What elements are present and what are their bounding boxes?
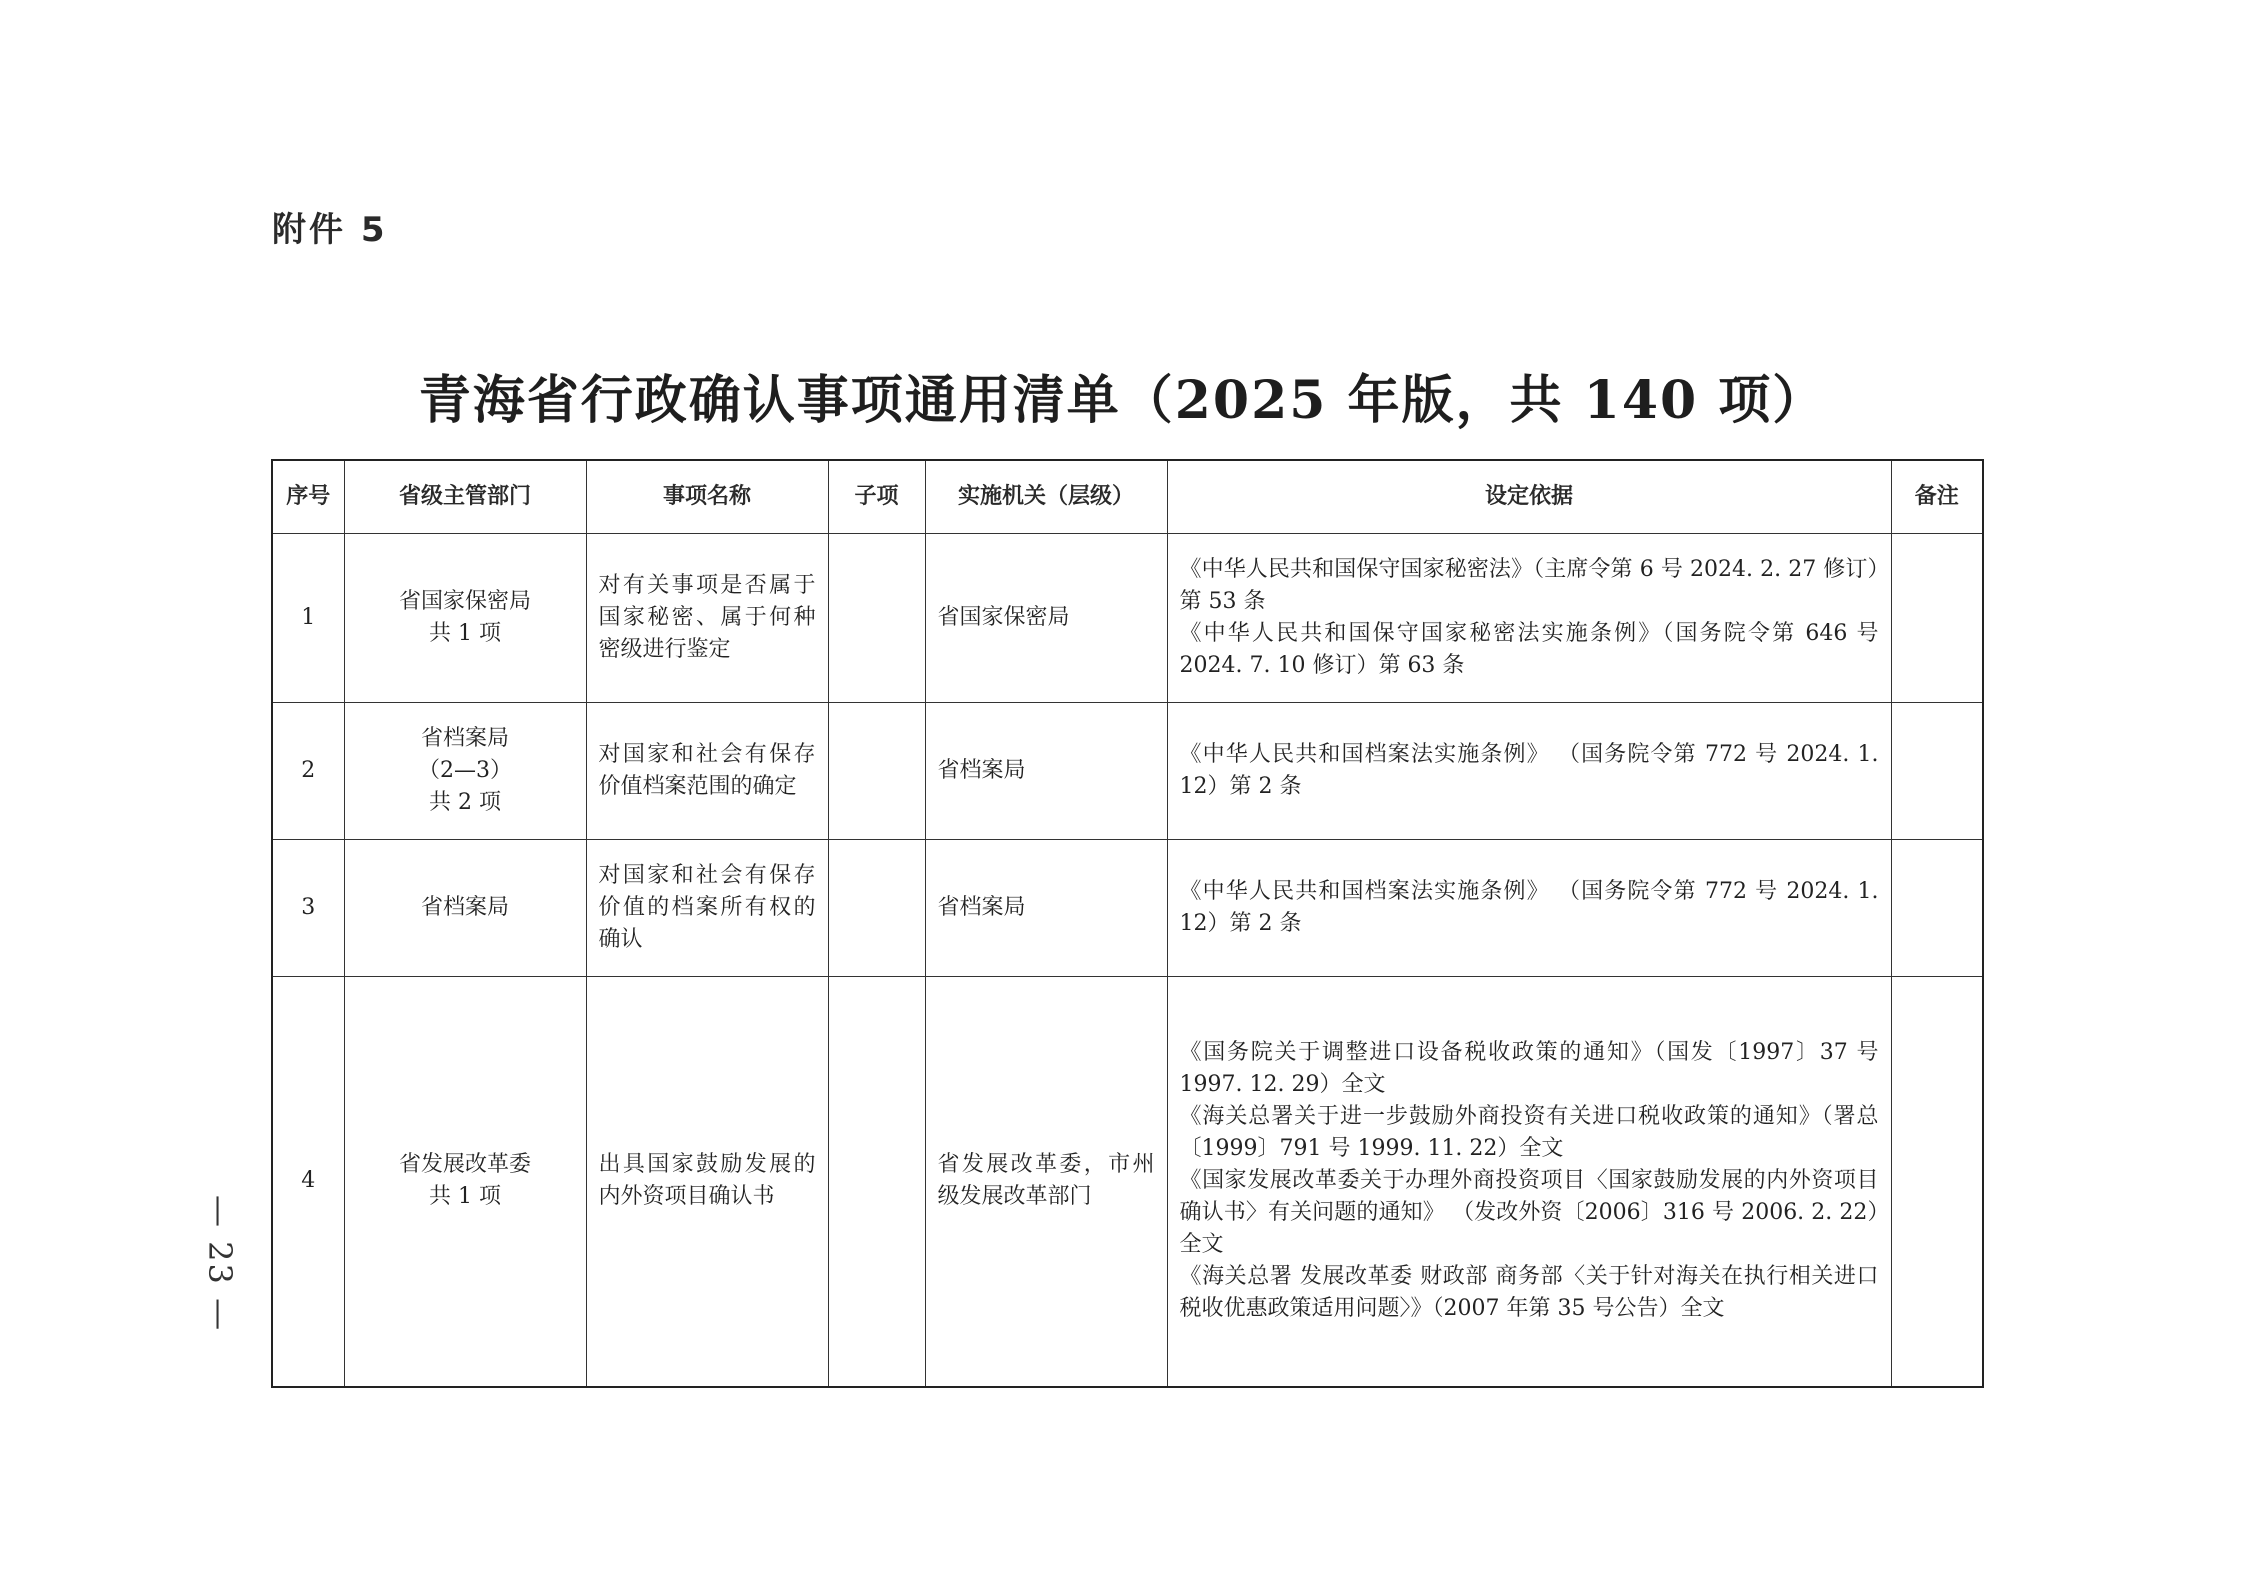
header-authority: 实施机关（层级） [925, 460, 1167, 534]
row-authority: 省档案局 [925, 703, 1167, 840]
row-item-name: 出具国家鼓励发展的内外资项目确认书 [586, 977, 828, 1387]
row-basis [1167, 534, 1891, 703]
row-note [1891, 534, 1983, 703]
table-row [272, 534, 1983, 703]
table-row [272, 703, 1983, 840]
attachment-label: 附件 5 [272, 210, 388, 250]
row-sub-item [828, 977, 925, 1387]
basis-line: 《海关总署关于进一步鼓励外商投资有关进口税收政策的通知》（署总〔1999〕791 号 1999. 11. 22）全文 [1179, 1104, 1879, 1162]
item-list-table [271, 459, 1984, 1388]
basis-line: 《中华人民共和国保守国家秘密法实施条例》（国务院令第 646 号 2024. 7. 10 修订）第 63 条 [1179, 621, 1879, 678]
department-line: 省档案局 [420, 726, 509, 751]
row-authority: 省国家保密局 [925, 534, 1167, 703]
row-item-name: 对国家和社会有保存价值的档案所有权的确认 [586, 840, 828, 977]
basis-line: 《中华人民共和国档案法实施条例》 （国务院令第 772 号 2024. 1. 12）第 2 条 [1179, 742, 1879, 799]
row-no: 3 [272, 840, 344, 977]
basis-line: 《中华人民共和国档案法实施条例》 （国务院令第 772 号 2024. 1. 12）第 2 条 [1179, 879, 1879, 936]
row-no: 2 [272, 703, 344, 840]
row-item-name: 对有关事项是否属于国家秘密、属于何种密级进行鉴定 [586, 534, 828, 703]
row-no: 4 [272, 977, 344, 1387]
department-line: 省档案局 [420, 895, 509, 920]
row-department [344, 703, 586, 840]
row-note [1891, 977, 1983, 1387]
department-line: 省国家保密局 [398, 589, 531, 614]
row-department [344, 977, 586, 1387]
row-note [1891, 703, 1983, 840]
basis-line: 《国家发展改革委关于办理外商投资项目〈国家鼓励发展的内外资项目确认书〉有关问题的通知》 （发改外资〔2006〕316 号 2006. 2. 22）全文 [1179, 1168, 1879, 1258]
header-basis: 设定依据 [1167, 460, 1891, 534]
row-sub-item [828, 703, 925, 840]
basis-line: 《国务院关于调整进口设备税收政策的通知》（国发〔1997〕37 号 1997. 12. 29）全文 [1179, 1040, 1879, 1098]
row-basis [1167, 977, 1891, 1387]
document-title: 青海省行政确认事项通用清单（2025 年版，共 140 项） [418, 370, 1827, 431]
table-header-row [272, 460, 1983, 534]
header-item-name: 事项名称 [586, 460, 828, 534]
basis-line: 《海关总署 发展改革委 财政部 商务部〈关于针对海关在执行相关进口税收优惠政策适用问题〉》（2007 年第 35 号公告）全文 [1179, 1264, 1879, 1322]
row-department [344, 534, 586, 703]
row-department [344, 840, 586, 977]
row-note [1891, 840, 1983, 977]
department-line: 共 1 项 [429, 1184, 501, 1210]
header-department: 省级主管部门 [344, 460, 586, 534]
table-row [272, 840, 1983, 977]
row-sub-item [828, 840, 925, 977]
header-note: 备注 [1891, 460, 1983, 534]
row-authority: 省发展改革委，市州级发展改革部门 [925, 977, 1167, 1387]
header-no: 序号 [272, 460, 344, 534]
page-number: — 23 — [201, 1195, 239, 1333]
department-line: （2—3） [418, 758, 512, 783]
row-sub-item [828, 534, 925, 703]
department-line: 省发展改革委 [398, 1152, 531, 1178]
row-no: 1 [272, 534, 344, 703]
row-basis [1167, 840, 1891, 977]
row-item-name: 对国家和社会有保存价值档案范围的确定 [586, 703, 828, 840]
table-row [272, 977, 1983, 1387]
header-sub-item: 子项 [828, 460, 925, 534]
department-line: 共 1 项 [429, 621, 501, 646]
department-line: 共 2 项 [429, 790, 501, 815]
row-authority: 省档案局 [925, 840, 1167, 977]
basis-line: 《中华人民共和国保守国家秘密法》（主席令第 6 号 2024. 2. 27 修订）第 53 条 [1179, 557, 1879, 614]
row-basis [1167, 703, 1891, 840]
